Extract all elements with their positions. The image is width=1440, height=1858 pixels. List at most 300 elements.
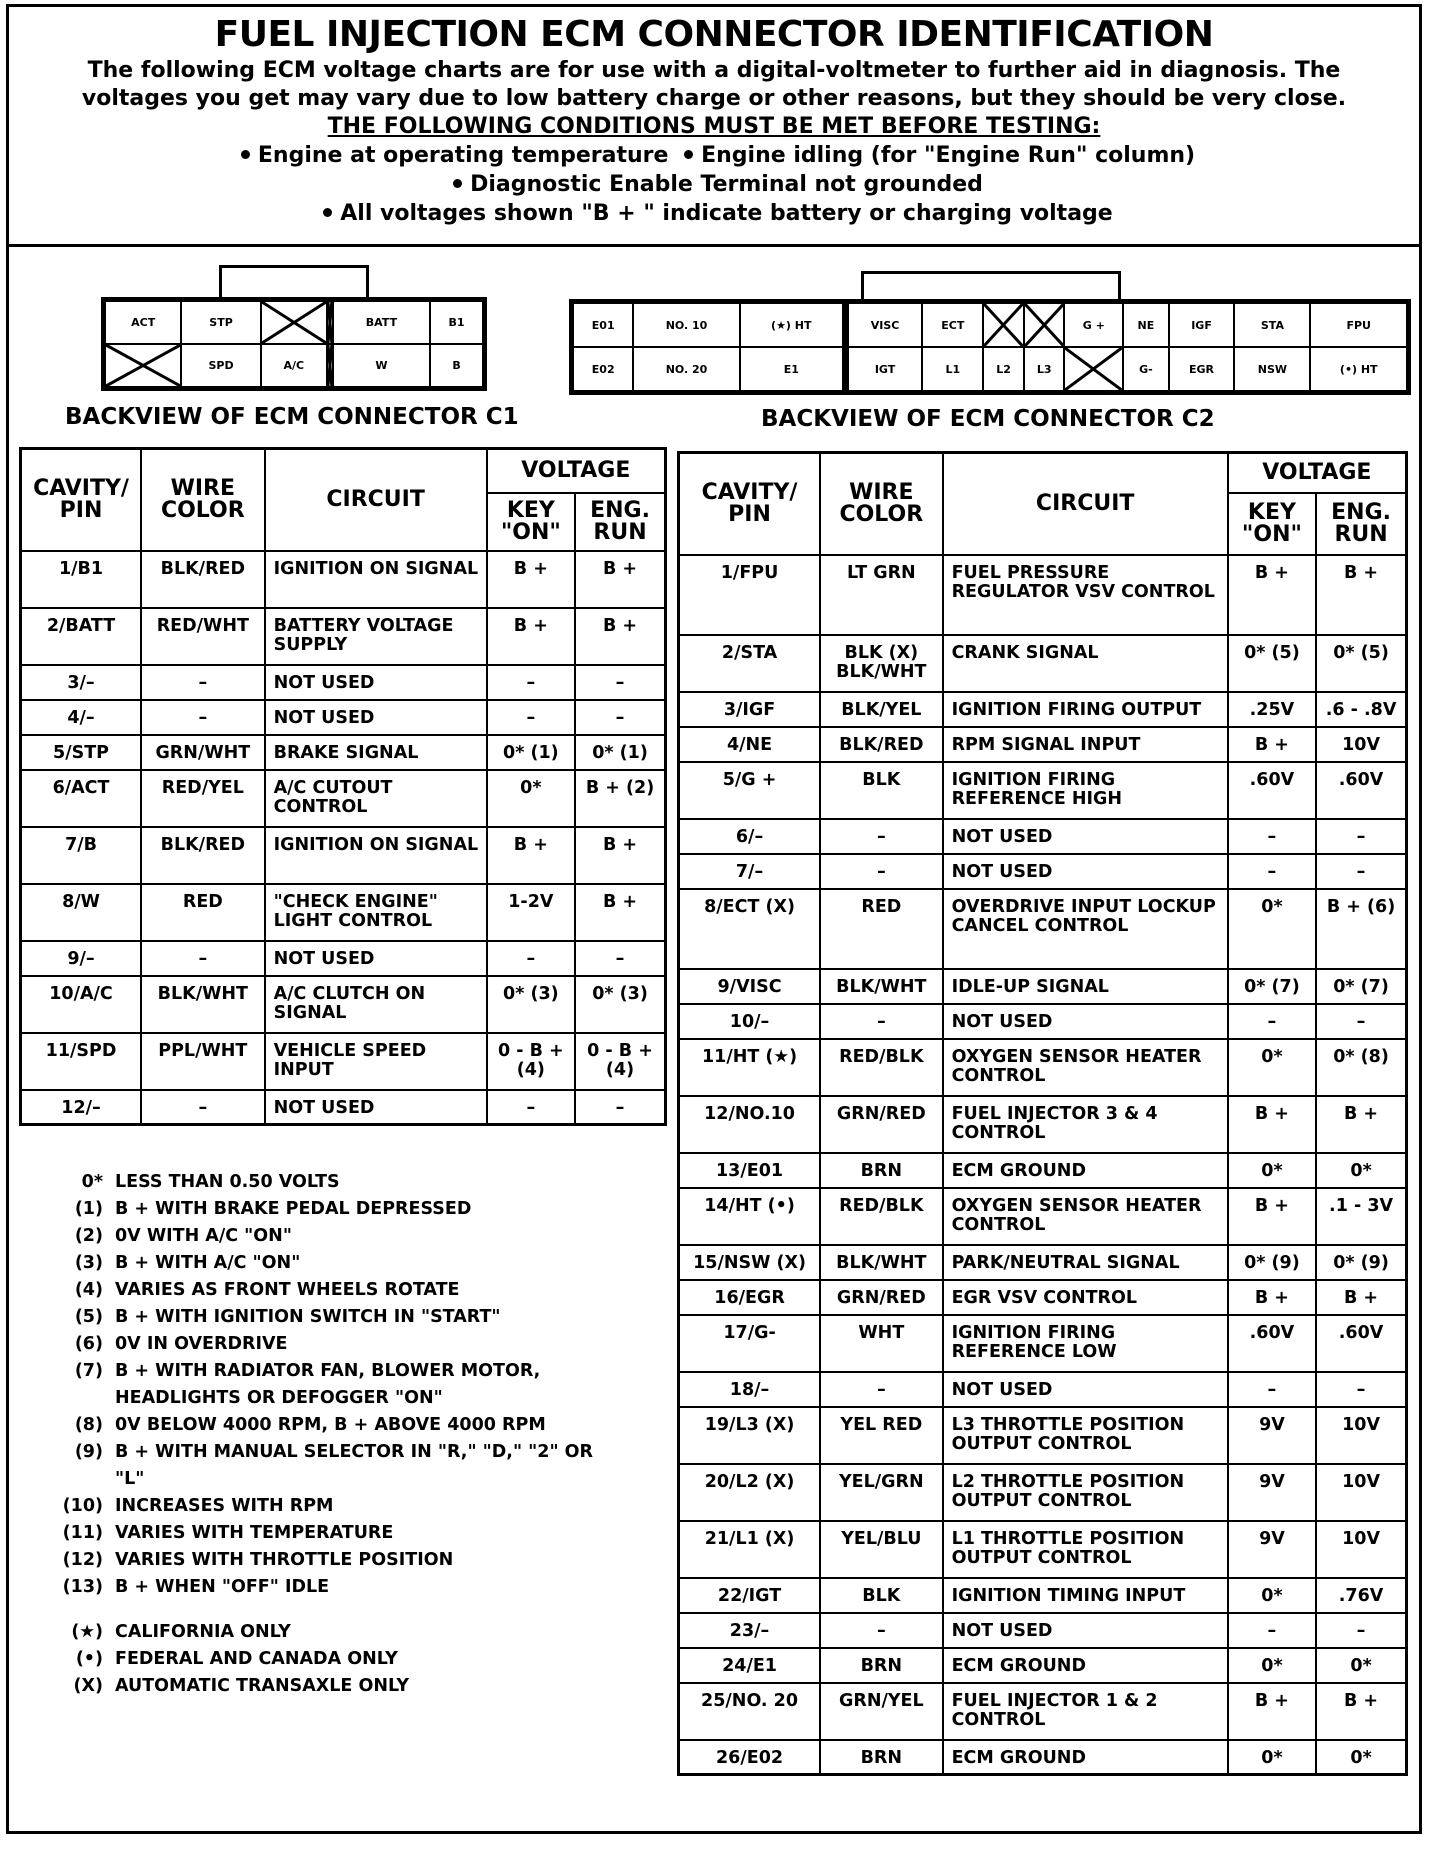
wire-color-cell: YEL RED: [820, 1407, 943, 1464]
wire-color-cell: BRN: [820, 1153, 943, 1188]
key-on-cell: –: [487, 1090, 575, 1125]
header: [9, 7, 1419, 247]
circuit-cell: FUEL INJECTOR 1 & 2 CONTROL: [943, 1683, 1228, 1740]
legend-item: [57, 1673, 617, 1700]
wire-color-cell: BLK: [820, 1578, 943, 1613]
header-key-on: KEY "ON": [487, 493, 575, 551]
c1-cavity-label: STP: [181, 301, 260, 344]
wire-color-cell: RED/BLK: [820, 1039, 943, 1096]
eng-run-cell: –: [1316, 1004, 1406, 1039]
legend-text: FEDERAL AND CANADA ONLY: [115, 1649, 398, 1669]
circuit-cell: L1 THROTTLE POSITION OUTPUT CONTROL: [943, 1521, 1228, 1578]
c2-cavity-label: NE: [1123, 303, 1169, 347]
circuit-cell: L2 THROTTLE POSITION OUTPUT CONTROL: [943, 1464, 1228, 1521]
circuit-cell: EGR VSV CONTROL: [943, 1280, 1228, 1315]
c1-cavity-label: W: [333, 344, 430, 387]
key-on-cell: 0*: [1228, 1039, 1316, 1096]
key-on-cell: 0* (7): [1228, 969, 1316, 1004]
eng-run-cell: 0 - B + (4): [575, 1033, 665, 1090]
eng-run-cell: B + (6): [1316, 889, 1406, 969]
pin-cell: 11/HT (★): [679, 1039, 821, 1096]
circuit-cell: VEHICLE SPEED INPUT: [265, 1033, 487, 1090]
key-on-cell: –: [1228, 1004, 1316, 1039]
pin-cell: 7/–: [679, 854, 821, 889]
key-on-cell: 9V: [1228, 1407, 1316, 1464]
pin-cell: 19/L3 (X): [679, 1407, 821, 1464]
c1-cavity-label: SPD: [181, 344, 260, 387]
footnote-key: (11): [62, 1523, 103, 1543]
pin-cell: 4/NE: [679, 727, 821, 762]
key-on-cell: –: [1228, 1613, 1316, 1648]
wire-color-cell: RED/WHT: [141, 608, 265, 665]
table-row: [679, 1613, 1407, 1648]
wire-color-cell: –: [820, 819, 943, 854]
c2-cavity-label: L1: [922, 347, 983, 391]
c2-cavity-label: E02: [573, 347, 633, 391]
document-page: [6, 4, 1422, 1834]
circuit-cell: IGNITION FIRING REFERENCE HIGH: [943, 762, 1228, 819]
circuit-cell: IGNITION FIRING OUTPUT: [943, 692, 1228, 727]
eng-run-cell: 0* (5): [1316, 635, 1406, 692]
wire-color-cell: BRN: [820, 1648, 943, 1683]
table-row: [679, 1464, 1407, 1521]
key-on-cell: .25V: [1228, 692, 1316, 727]
footnote-text: VARIES AS FRONT WHEELS ROTATE: [115, 1280, 460, 1300]
eng-run-cell: –: [1316, 1613, 1406, 1648]
circuit-cell: OXYGEN SENSOR HEATER CONTROL: [943, 1188, 1228, 1245]
eng-run-cell: B +: [1316, 1096, 1406, 1153]
footnote: [57, 1304, 617, 1331]
circuit-cell: L3 THROTTLE POSITION OUTPUT CONTROL: [943, 1407, 1228, 1464]
connector-c1-latch: [219, 265, 369, 299]
table-row: [679, 1372, 1407, 1407]
header-circuit: CIRCUIT: [943, 453, 1228, 555]
c2-cavity-label: NSW: [1234, 347, 1310, 391]
footnote-text: B + WITH BRAKE PEDAL DEPRESSED: [115, 1199, 472, 1219]
eng-run-cell: 10V: [1316, 1521, 1406, 1578]
bullet-icon: [684, 150, 693, 159]
footnote: [57, 1574, 617, 1601]
legend-item: [57, 1619, 617, 1646]
table-row: [679, 555, 1407, 635]
eng-run-cell: B + (2): [575, 770, 665, 827]
key-on-cell: –: [487, 700, 575, 735]
table-row: [21, 665, 666, 700]
eng-run-cell: B +: [1316, 1683, 1406, 1740]
circuit-cell: "CHECK ENGINE" LIGHT CONTROL: [265, 884, 487, 941]
c2-cavity-label: IGT: [848, 347, 922, 391]
header-voltage: VOLTAGE: [487, 449, 666, 493]
table-row: [21, 884, 666, 941]
pin-cell: 10/–: [679, 1004, 821, 1039]
footnote-spacer: [57, 1601, 617, 1619]
header-circuit: CIRCUIT: [265, 449, 487, 551]
c1-cavity-label: ACT: [105, 301, 181, 344]
footnote-text: LESS THAN 0.50 VOLTS: [115, 1172, 340, 1192]
pin-cell: 17/G-: [679, 1315, 821, 1372]
footnote-key: (3): [74, 1253, 103, 1273]
legend-key: (•): [75, 1649, 103, 1669]
table-row: [679, 762, 1407, 819]
table-row: [21, 770, 666, 827]
key-on-cell: –: [487, 941, 575, 976]
key-on-cell: 0*: [1228, 889, 1316, 969]
wire-color-cell: GRN/RED: [820, 1280, 943, 1315]
table-row: [21, 976, 666, 1033]
table-row: [679, 1004, 1407, 1039]
unused-cavity-x-icon: [261, 301, 327, 344]
c2-cavity-label: IGF: [1169, 303, 1235, 347]
footnote: [57, 1250, 617, 1277]
pin-cell: 9/–: [21, 941, 142, 976]
circuit-cell: IGNITION FIRING REFERENCE LOW: [943, 1315, 1228, 1372]
key-on-cell: .60V: [1228, 762, 1316, 819]
key-on-cell: B +: [487, 827, 575, 884]
table-row: [679, 635, 1407, 692]
circuit-cell: OXYGEN SENSOR HEATER CONTROL: [943, 1039, 1228, 1096]
footnote-key: (2): [74, 1226, 103, 1246]
circuit-cell: A/C CLUTCH ON SIGNAL: [265, 976, 487, 1033]
pin-cell: 5/STP: [21, 735, 142, 770]
key-on-cell: B +: [1228, 555, 1316, 635]
table-row: [679, 1740, 1407, 1775]
pin-cell: 6/–: [679, 819, 821, 854]
table-row: [21, 700, 666, 735]
pin-cell: 12/NO.10: [679, 1096, 821, 1153]
eng-run-cell: 0*: [1316, 1153, 1406, 1188]
footnote-key: (10): [62, 1496, 103, 1516]
eng-run-cell: B +: [575, 884, 665, 941]
key-on-cell: 0*: [1228, 1648, 1316, 1683]
c2-cavity-label: VISC: [848, 303, 922, 347]
conditions-line-1: [9, 141, 1419, 170]
footnote-key: (1): [74, 1199, 103, 1219]
table-row: [679, 1315, 1407, 1372]
pin-cell: 18/–: [679, 1372, 821, 1407]
footnote-text: 0V BELOW 4000 RPM, B + ABOVE 4000 RPM: [115, 1415, 546, 1435]
wire-color-cell: PPL/WHT: [141, 1033, 265, 1090]
connector-c1-diagram: [101, 297, 487, 391]
footnote: [57, 1196, 617, 1223]
eng-run-cell: 10V: [1316, 1464, 1406, 1521]
footnote: [57, 1412, 617, 1439]
wire-color-cell: BRN: [820, 1740, 943, 1775]
c2-cavity-label: G +: [1064, 303, 1123, 347]
table-row: [679, 727, 1407, 762]
connector-c2-diagram: [569, 299, 1411, 395]
pin-cell: 25/NO. 20: [679, 1683, 821, 1740]
condition-3: Diagnostic Enable Terminal not grounded: [470, 172, 983, 197]
circuit-cell: ECM GROUND: [943, 1648, 1228, 1683]
circuit-cell: BRAKE SIGNAL: [265, 735, 487, 770]
wire-color-cell: RED: [820, 889, 943, 969]
connector-c1-caption: BACKVIEW OF ECM CONNECTOR C1: [65, 404, 519, 430]
c1-cavity-label: B1: [430, 301, 483, 344]
eng-run-cell: 10V: [1316, 727, 1406, 762]
header-voltage: VOLTAGE: [1228, 453, 1407, 493]
wire-color-cell: YEL/GRN: [820, 1464, 943, 1521]
connector-c2-latch: [861, 271, 1121, 301]
eng-run-cell: 0* (9): [1316, 1245, 1406, 1280]
pin-cell: 1/B1: [21, 551, 142, 608]
table-row: [679, 819, 1407, 854]
legend-key: (★): [71, 1622, 103, 1642]
wire-color-cell: BLK/RED: [820, 727, 943, 762]
pin-cell: 22/IGT: [679, 1578, 821, 1613]
footnote: [57, 1493, 617, 1520]
wire-color-cell: –: [820, 1372, 943, 1407]
pin-cell: 12/–: [21, 1090, 142, 1125]
footnote-text: INCREASES WITH RPM: [115, 1496, 334, 1516]
key-on-cell: –: [1228, 854, 1316, 889]
eng-run-cell: .6 - .8V: [1316, 692, 1406, 727]
key-on-cell: 0*: [1228, 1153, 1316, 1188]
pin-cell: 9/VISC: [679, 969, 821, 1004]
key-on-cell: –: [1228, 819, 1316, 854]
key-on-cell: B +: [1228, 727, 1316, 762]
legend-text: CALIFORNIA ONLY: [115, 1622, 291, 1642]
key-on-cell: –: [487, 665, 575, 700]
key-on-cell: 1-2V: [487, 884, 575, 941]
footnote-text: 0V WITH A/C "ON": [115, 1226, 292, 1246]
eng-run-cell: B +: [1316, 1280, 1406, 1315]
bullet-icon: [241, 150, 250, 159]
pin-cell: 7/B: [21, 827, 142, 884]
circuit-cell: NOT USED: [943, 1613, 1228, 1648]
circuit-cell: IGNITION TIMING INPUT: [943, 1578, 1228, 1613]
circuit-cell: FUEL PRESSURE REGULATOR VSV CONTROL: [943, 555, 1228, 635]
wire-color-cell: BLK/WHT: [141, 976, 265, 1033]
key-on-cell: 0 - B + (4): [487, 1033, 575, 1090]
pin-cell: 26/E02: [679, 1740, 821, 1775]
header-wire-color: WIRE COLOR: [820, 453, 943, 555]
table-row: [679, 1648, 1407, 1683]
pin-cell: 5/G +: [679, 762, 821, 819]
wire-color-cell: RED/YEL: [141, 770, 265, 827]
wire-color-cell: –: [141, 941, 265, 976]
eng-run-cell: 0* (8): [1316, 1039, 1406, 1096]
c2-cavity-label: L3: [1024, 347, 1065, 391]
footnote-key: (5): [74, 1307, 103, 1327]
pin-cell: 11/SPD: [21, 1033, 142, 1090]
key-on-cell: 0* (5): [1228, 635, 1316, 692]
pin-cell: 3/–: [21, 665, 142, 700]
wire-color-cell: WHT: [820, 1315, 943, 1372]
c2-cavity-label: L2: [983, 347, 1024, 391]
footnote-text: B + WITH RADIATOR FAN, BLOWER MOTOR, HEADLIGHTS OR DEFOGGER "ON": [115, 1361, 541, 1408]
connector-c2-caption: BACKVIEW OF ECM CONNECTOR C2: [761, 406, 1215, 432]
wire-color-cell: LT GRN: [820, 555, 943, 635]
circuit-cell: RPM SIGNAL INPUT: [943, 727, 1228, 762]
wire-color-cell: –: [141, 1090, 265, 1125]
c2-cavity-label: EGR: [1169, 347, 1235, 391]
wire-color-cell: BLK/YEL: [820, 692, 943, 727]
eng-run-cell: .60V: [1316, 762, 1406, 819]
table-row: [21, 1033, 666, 1090]
table-row: [679, 1280, 1407, 1315]
page-title: FUEL INJECTION ECM CONNECTOR IDENTIFICATION: [214, 14, 1214, 55]
header-wire-color: WIRE COLOR: [141, 449, 265, 551]
table-row: [679, 1096, 1407, 1153]
footnote-key: (6): [74, 1334, 103, 1354]
key-on-cell: 0*: [1228, 1740, 1316, 1775]
wire-color-cell: –: [141, 665, 265, 700]
pin-cell: 15/NSW (X): [679, 1245, 821, 1280]
circuit-cell: CRANK SIGNAL: [943, 635, 1228, 692]
circuit-cell: NOT USED: [943, 1372, 1228, 1407]
pin-cell: 1/FPU: [679, 555, 821, 635]
eng-run-cell: –: [575, 700, 665, 735]
c2-cavity-label: NO. 20: [633, 347, 739, 391]
table-row: [679, 1153, 1407, 1188]
footnote-text: 0V IN OVERDRIVE: [115, 1334, 288, 1354]
footnote-key: (7): [74, 1361, 103, 1381]
bullet-icon: [453, 179, 462, 188]
wire-color-cell: BLK/WHT: [820, 969, 943, 1004]
connector-c2-table: [677, 451, 1408, 1776]
table-row: [679, 1578, 1407, 1613]
pin-cell: 13/E01: [679, 1153, 821, 1188]
circuit-cell: IGNITION ON SIGNAL: [265, 551, 487, 608]
wire-color-cell: RED/BLK: [820, 1188, 943, 1245]
key-on-cell: 0* (3): [487, 976, 575, 1033]
footnote: [57, 1439, 617, 1493]
table-row: [21, 1090, 666, 1125]
bullet-icon: [323, 208, 332, 217]
table-row: [21, 551, 666, 608]
eng-run-cell: –: [1316, 819, 1406, 854]
footnote-key: (9): [74, 1442, 103, 1462]
c2-cavity-label: E1: [740, 347, 843, 391]
eng-run-cell: B +: [575, 551, 665, 608]
footnote-key: (8): [74, 1415, 103, 1435]
table-row: [679, 1188, 1407, 1245]
c2-cavity-label: ECT: [922, 303, 983, 347]
eng-run-cell: 0* (3): [575, 976, 665, 1033]
footnote-key: (13): [62, 1577, 103, 1597]
legend-item: [57, 1646, 617, 1673]
eng-run-cell: 0* (7): [1316, 969, 1406, 1004]
circuit-cell: NOT USED: [943, 854, 1228, 889]
pin-cell: 4/–: [21, 700, 142, 735]
key-on-cell: B +: [487, 608, 575, 665]
table-row: [21, 608, 666, 665]
table-row: [679, 1039, 1407, 1096]
table-row: [679, 1407, 1407, 1464]
pin-cell: 2/STA: [679, 635, 821, 692]
condition-4: All voltages shown "B + " indicate battery or charging voltage: [340, 201, 1113, 226]
wire-color-cell: BLK: [820, 762, 943, 819]
header-cavity-pin: CAVITY/ PIN: [21, 449, 142, 551]
footnote-key: 0*: [81, 1172, 103, 1192]
eng-run-cell: –: [1316, 1372, 1406, 1407]
pin-cell: 20/L2 (X): [679, 1464, 821, 1521]
wire-color-cell: GRN/WHT: [141, 735, 265, 770]
eng-run-cell: 0*: [1316, 1648, 1406, 1683]
footnote-text: B + WHEN "OFF" IDLE: [115, 1577, 330, 1597]
wire-color-cell: BLK/RED: [141, 551, 265, 608]
header-cavity-pin: CAVITY/ PIN: [679, 453, 821, 555]
eng-run-cell: .1 - 3V: [1316, 1188, 1406, 1245]
circuit-cell: NOT USED: [265, 1090, 487, 1125]
c1-cavity-label: BATT: [333, 301, 430, 344]
pin-cell: 10/A/C: [21, 976, 142, 1033]
circuit-cell: BATTERY VOLTAGE SUPPLY: [265, 608, 487, 665]
condition-1: Engine at operating temperature: [257, 143, 669, 168]
footnote: [57, 1547, 617, 1574]
pin-cell: 21/L1 (X): [679, 1521, 821, 1578]
circuit-cell: ECM GROUND: [943, 1740, 1228, 1775]
eng-run-cell: 10V: [1316, 1407, 1406, 1464]
legend-text: AUTOMATIC TRANSAXLE ONLY: [115, 1676, 410, 1696]
circuit-cell: A/C CUTOUT CONTROL: [265, 770, 487, 827]
wire-color-cell: –: [820, 1613, 943, 1648]
eng-run-cell: 0* (1): [575, 735, 665, 770]
wire-color-cell: –: [820, 854, 943, 889]
table-row: [679, 1683, 1407, 1740]
key-on-cell: B +: [1228, 1188, 1316, 1245]
wire-color-cell: –: [141, 700, 265, 735]
key-on-cell: 9V: [1228, 1521, 1316, 1578]
pin-cell: 2/BATT: [21, 608, 142, 665]
pin-cell: 3/IGF: [679, 692, 821, 727]
footnote: [57, 1358, 617, 1412]
legend-key: (X): [73, 1676, 103, 1696]
footnote-text: B + WITH IGNITION SWITCH IN "START": [115, 1307, 501, 1327]
wire-color-cell: RED: [141, 884, 265, 941]
circuit-cell: NOT USED: [265, 700, 487, 735]
key-on-cell: –: [1228, 1372, 1316, 1407]
unused-cavity-x-icon: [1024, 303, 1065, 347]
pin-cell: 8/ECT (X): [679, 889, 821, 969]
conditions-line-2: [9, 170, 1419, 199]
pin-cell: 24/E1: [679, 1648, 821, 1683]
unused-cavity-x-icon: [1064, 347, 1123, 391]
key-on-cell: 9V: [1228, 1464, 1316, 1521]
eng-run-cell: .76V: [1316, 1578, 1406, 1613]
header-eng-run: ENG. RUN: [1316, 493, 1406, 555]
footnote: [57, 1331, 617, 1358]
circuit-cell: NOT USED: [943, 1004, 1228, 1039]
footnote: [57, 1169, 617, 1196]
condition-2: Engine idling (for "Engine Run" column): [701, 143, 1196, 168]
table-row: [679, 1521, 1407, 1578]
key-on-cell: .60V: [1228, 1315, 1316, 1372]
table-row: [21, 941, 666, 976]
circuit-cell: PARK/NEUTRAL SIGNAL: [943, 1245, 1228, 1280]
wire-color-cell: BLK/WHT: [820, 1245, 943, 1280]
table-row: [679, 854, 1407, 889]
key-on-cell: 0*: [487, 770, 575, 827]
key-on-cell: B +: [1228, 1280, 1316, 1315]
table-row: [21, 827, 666, 884]
eng-run-cell: .60V: [1316, 1315, 1406, 1372]
pin-cell: 23/–: [679, 1613, 821, 1648]
c2-cavity-label: G-: [1123, 347, 1169, 391]
footnote-text: VARIES WITH TEMPERATURE: [115, 1523, 394, 1543]
pin-cell: 8/W: [21, 884, 142, 941]
unused-cavity-x-icon: [105, 344, 181, 387]
table-row: [679, 969, 1407, 1004]
key-on-cell: 0* (9): [1228, 1245, 1316, 1280]
footnote: [57, 1520, 617, 1547]
eng-run-cell: B +: [575, 827, 665, 884]
table-row: [679, 889, 1407, 969]
footnote-key: (12): [62, 1550, 103, 1570]
circuit-cell: NOT USED: [943, 819, 1228, 854]
key-on-cell: B +: [1228, 1683, 1316, 1740]
key-on-cell: B +: [1228, 1096, 1316, 1153]
